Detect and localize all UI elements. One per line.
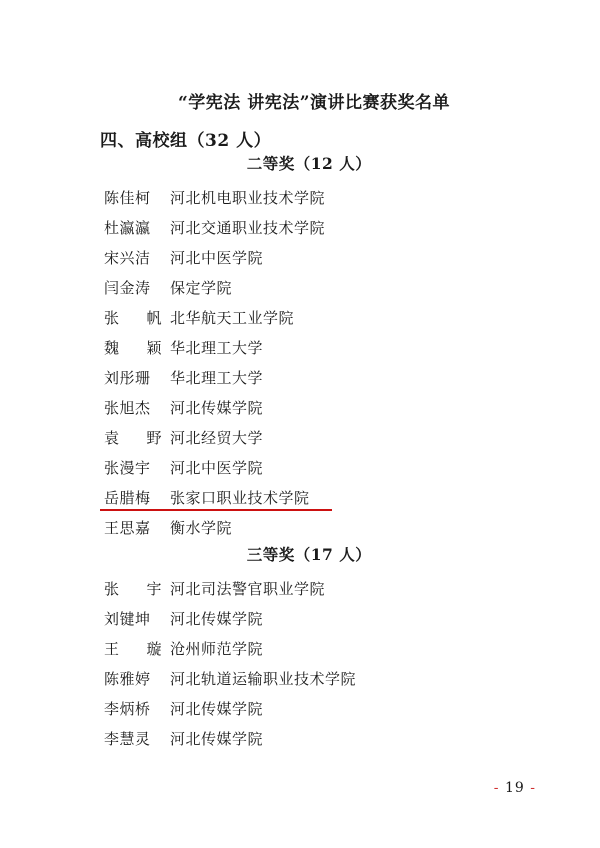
awardee-name: 李慧灵 <box>104 730 151 748</box>
award-entry-row <box>0 213 600 243</box>
page-number-value: 19 <box>504 780 525 796</box>
award-entry-row <box>0 694 600 724</box>
awardee-school: 张家口职业技术学院 <box>170 489 310 507</box>
awardee-school: 沧州师范学院 <box>170 640 264 658</box>
awardee-name: 王 璇 <box>104 640 162 658</box>
award-entry-row <box>0 423 600 453</box>
page-number <box>494 780 536 796</box>
awardee-school: 河北中医学院 <box>170 249 264 267</box>
page-number-prefix: - <box>493 780 500 796</box>
awardee-name: 李炳桥 <box>104 700 151 718</box>
awardee-school: 衡水学院 <box>170 519 233 537</box>
award-entry-row <box>0 333 600 363</box>
awardee-name: 陈佳柯 <box>104 189 151 207</box>
awardee-school: 河北传媒学院 <box>170 399 264 417</box>
section-heading: 四、高校组（32 人） <box>100 131 272 151</box>
award-entry-row <box>0 574 600 604</box>
awardee-name: 张 帆 <box>104 309 162 327</box>
awardee-name: 杜瀛瀛 <box>104 219 151 237</box>
awardee-name: 魏 颖 <box>104 339 162 357</box>
awardee-name: 张漫宇 <box>104 459 151 477</box>
award-entry-row <box>0 604 600 634</box>
award-entry-row <box>0 303 600 333</box>
awardee-school: 河北中医学院 <box>170 459 264 477</box>
awardee-name: 刘键坤 <box>104 610 151 628</box>
page-number-suffix: - <box>530 780 536 796</box>
award-entry-row <box>0 183 600 213</box>
page-title: “学宪法 讲宪法”演讲比赛获奖名单 <box>178 93 450 113</box>
awardee-school: 北华航天工业学院 <box>170 309 295 327</box>
award-entry-list <box>0 574 600 754</box>
award-entry-row <box>0 363 600 393</box>
award-entry-row <box>0 634 600 664</box>
award-entry-row <box>0 453 600 483</box>
award-entry-row <box>0 664 600 694</box>
awardee-name: 王思嘉 <box>104 519 151 537</box>
award-entry-row <box>0 513 600 543</box>
awardee-school: 华北理工大学 <box>170 339 264 357</box>
award-group-third-prize <box>0 543 600 754</box>
awardee-school: 河北传媒学院 <box>170 700 264 718</box>
red-underline-annotation <box>100 509 332 512</box>
award-group-title: 三等奖（17 人） <box>246 545 372 564</box>
award-entry-row <box>0 393 600 423</box>
awardee-school: 保定学院 <box>170 279 233 297</box>
awardee-school: 河北传媒学院 <box>170 610 264 628</box>
awardee-school: 河北经贸大学 <box>170 429 264 447</box>
award-group-title: 二等奖（12 人） <box>246 154 372 173</box>
awardee-school: 河北传媒学院 <box>170 730 264 748</box>
awardee-school: 河北轨道运输职业技术学院 <box>170 670 357 688</box>
awardee-name: 张 宇 <box>104 580 162 598</box>
awardee-name: 宋兴洁 <box>104 249 151 267</box>
awardee-school: 河北司法警官职业学院 <box>170 580 326 598</box>
award-entry-row <box>0 243 600 273</box>
awardee-name: 陈雅婷 <box>104 670 151 688</box>
awardee-school: 河北机电职业技术学院 <box>170 189 326 207</box>
award-entry-list <box>0 183 600 543</box>
awardee-name: 袁 野 <box>104 429 162 447</box>
awardee-name: 刘彤珊 <box>104 369 151 387</box>
awardee-school: 河北交通职业技术学院 <box>170 219 326 237</box>
awardee-name: 闫金涛 <box>104 279 151 297</box>
awardee-name: 张旭杰 <box>104 399 151 417</box>
award-entry-row <box>0 724 600 754</box>
award-entry-row <box>0 273 600 303</box>
award-entry-row <box>0 483 600 513</box>
awardee-name: 岳腊梅 <box>104 489 151 507</box>
awardee-school: 华北理工大学 <box>170 369 264 387</box>
award-group-second-prize <box>0 152 600 543</box>
